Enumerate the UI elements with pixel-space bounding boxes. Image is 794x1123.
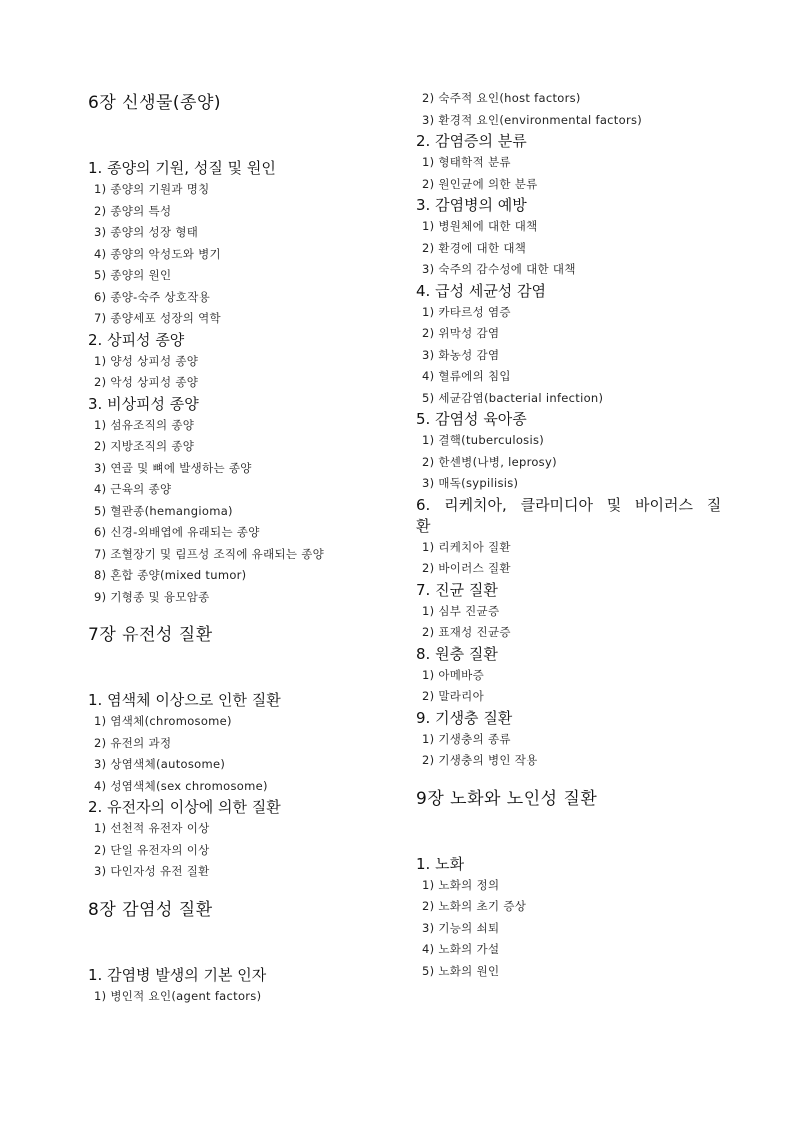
section-heading: 5. 감염성 육아종	[416, 410, 527, 428]
toc-item: 2) 표재성 진균증	[422, 625, 511, 639]
toc-item: 3) 다인자성 유전 질환	[94, 864, 210, 878]
section-heading: 9. 기생충 질환	[416, 708, 513, 727]
toc-item: 2) 말라리아	[422, 689, 484, 703]
toc-item: 1) 카타르성 염증	[422, 304, 511, 319]
chapter-gap	[416, 772, 726, 788]
toc-item: 4) 근육의 종양	[94, 482, 172, 496]
toc-item: 2) 단일 유전자의 이상	[94, 842, 210, 857]
chapter-heading: 6장 신생물(종양)	[88, 93, 222, 113]
toc-item: 3) 환경적 요인(environmental factors)	[422, 112, 643, 127]
toc-item: 1) 종양의 기원과 명칭	[94, 182, 210, 196]
section-heading: 1. 노화	[416, 854, 465, 873]
section-heading: 1. 종양의 기원, 성질 및 원인	[88, 159, 276, 177]
chapter-gap	[88, 608, 400, 624]
section-heading: 2. 상피성 종양	[88, 330, 185, 349]
toc-item: 1) 심부 진균증	[422, 603, 500, 618]
toc-item: 1) 선천적 유전자 이상	[94, 821, 210, 835]
toc-item: 3) 연골 및 뼈에 발생하는 종양	[94, 460, 252, 475]
toc-item: 4) 혈류에의 침입	[422, 369, 511, 383]
section-heading: 2. 감염증의 분류	[416, 132, 527, 150]
chapter-gap	[88, 883, 400, 899]
toc-item: 3) 매독(sypilisis)	[422, 476, 519, 490]
toc-item: 2) 노화의 초기 증상	[422, 899, 527, 913]
toc-item: 1) 노화의 정의	[422, 877, 500, 892]
chapter-heading: 7장 유전성 질환	[88, 625, 213, 645]
toc-item: 1) 섬유조직의 종양	[94, 417, 195, 432]
chapter-gap	[416, 810, 726, 854]
section-heading: 8. 원충 질환	[416, 644, 498, 663]
toc-item: 4) 종양의 악성도와 병기	[94, 246, 221, 261]
section-heading: 1. 염색체 이상으로 인한 질환	[88, 691, 281, 709]
toc-item: 3) 화농성 감염	[422, 347, 500, 362]
toc-item: 2) 위막성 감염	[422, 326, 500, 340]
section-heading: 7. 진균 질환	[416, 580, 498, 599]
toc-item: 8) 혼합 종양(mixed tumor)	[94, 568, 247, 582]
section-heading: 6. 리케치아, 클라미디아 및 바이러스 질환	[416, 495, 722, 535]
chapter-gap	[88, 646, 400, 690]
toc-item: 3) 상염색체(autosome)	[94, 757, 226, 771]
toc-item: 3) 기능의 쇠퇴	[422, 920, 500, 935]
toc-item: 5) 세균감염(bacterial infection)	[422, 390, 604, 405]
toc-item: 2) 원인균에 의한 분류	[422, 176, 538, 191]
toc-item: 7) 종양세포 성장의 역학	[94, 311, 221, 325]
toc-item: 5) 노화의 원인	[422, 963, 500, 978]
toc-item: 3) 숙주의 감수성에 대한 대책	[422, 262, 576, 276]
toc-item: 1) 염색체(chromosome)	[94, 714, 232, 728]
toc-item: 2) 한센병(나병, leprosy)	[422, 454, 557, 469]
toc-item: 1) 결핵(tuberculosis)	[422, 433, 545, 447]
toc-item: 1) 리케치아 질환	[422, 539, 511, 554]
section-heading: 2. 유전자의 이상에 의한 질환	[88, 798, 281, 816]
toc-item: 1) 양성 상피성 종양	[94, 353, 199, 368]
toc-item: 6) 종양-숙주 상호작용	[94, 289, 211, 304]
toc-item: 2) 지방조직의 종양	[94, 439, 195, 453]
left-column	[88, 92, 400, 1007]
toc-item: 7) 조혈장기 및 림프성 조직에 유래되는 종양	[94, 546, 325, 561]
toc-item: 9) 기형종 및 융모암종	[94, 589, 210, 604]
section-heading: 3. 감염병의 예방	[416, 196, 527, 214]
toc-item: 2) 유전의 과정	[94, 735, 172, 750]
chapter-gap	[88, 921, 400, 965]
toc-item: 4) 성염색체(sex chromosome)	[94, 778, 268, 793]
chapter-gap	[88, 114, 400, 158]
toc-item: 3) 종양의 성장 형태	[94, 225, 199, 239]
section-heading: 3. 비상피성 종양	[88, 394, 199, 413]
section-heading: 1. 감염병 발생의 기본 인자	[88, 965, 267, 984]
chapter-heading: 9장 노화와 노인성 질환	[416, 788, 598, 809]
chapter-heading: 8장 감염성 질환	[88, 899, 213, 920]
toc-item: 6) 신경-외배엽에 유래되는 종양	[94, 525, 260, 539]
toc-item: 5) 혈관종(hemangioma)	[94, 503, 233, 518]
toc-item: 2) 종양의 특성	[94, 203, 172, 218]
toc-item: 1) 아메바증	[422, 667, 484, 682]
section-heading: 4. 급성 세균성 감염	[416, 281, 547, 300]
toc-item: 5) 종양의 원인	[94, 268, 172, 282]
toc-item: 1) 병인적 요인(agent factors)	[94, 988, 262, 1003]
toc-item: 2) 숙주적 요인(host factors)	[422, 91, 581, 105]
toc-item: 2) 환경에 대한 대책	[422, 240, 527, 255]
toc-item: 1) 형태학적 분류	[422, 155, 511, 169]
right-column	[416, 88, 726, 982]
toc-item: 2) 기생충의 병인 작용	[422, 753, 538, 767]
toc-item: 4) 노화의 가설	[422, 942, 500, 956]
toc-item: 2) 악성 상피성 종양	[94, 375, 199, 389]
toc-item: 2) 바이러스 질환	[422, 561, 511, 575]
toc-item: 1) 기생충의 종류	[422, 731, 511, 746]
toc-item: 1) 병원체에 대한 대책	[422, 219, 538, 233]
